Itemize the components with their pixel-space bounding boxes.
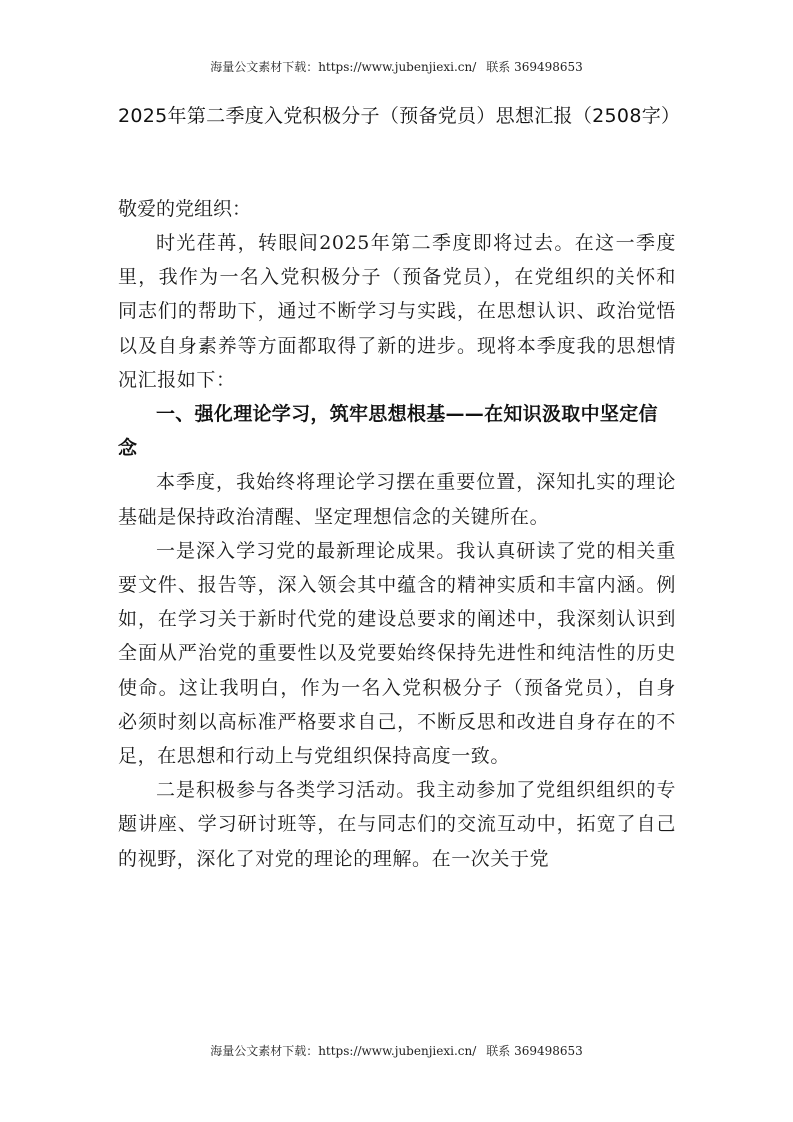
section-1-paragraph: 一是深入学习党的最新理论成果。我认真研读了党的相关重要文件、报告等，深入领会其中蕴含的精神实质和丰富内涵。例如，在学习关于新时代党的建设总要求的阐述中，我深刻认识到全面从严治党的重要性以及党要始终保持先进性和纯洁性的历史使命。这让我明白，作为一名入党积极分子（预备党员），自身必须时刻以高标准严格要求自己，不断反思和改进自身存在的不足，在思想和行动上与党组织保持高度一致。 bbox=[118, 539, 676, 768]
section-1-paragraph: 本季度，我始终将理论学习摆在重要位置，深知扎实的理论基础是保持政治清醒、坚定理想信念的关键所在。 bbox=[118, 471, 676, 528]
section-1-paragraph: 二是积极参与各类学习活动。我主动参加了党组织组织的专题讲座、学习研讨班等，在与同志们的交流互动中，拓宽了自己的视野，深化了对党的理论的理解。在一次关于党 bbox=[118, 779, 676, 870]
page-footer bbox=[0, 1042, 793, 1059]
header-source-label: 海量公文素材下载：https://www.jubenjiexi.cn/ bbox=[210, 60, 477, 74]
intro-paragraph: 时光荏苒，转眼间2025年第二季度即将过去。在这一季度里，我作为一名入党积极分子（预备党员），在党组织的关怀和同志们的帮助下，通过不断学习与实践，在思想认识、政治觉悟以及自身素养等方面都取得了新的进步。现将本季度我的思想情况汇报如下： bbox=[118, 232, 676, 391]
page-header bbox=[0, 58, 793, 75]
salutation: 敬爱的党组织： bbox=[118, 198, 252, 220]
document-body bbox=[118, 98, 681, 876]
footer-source-label: 海量公文素材下载：https://www.jubenjiexi.cn/ bbox=[210, 1044, 477, 1058]
header-contact: 联系 369498653 bbox=[486, 60, 583, 74]
footer-contact: 联系 369498653 bbox=[486, 1044, 583, 1058]
section-1-heading: 一、强化理论学习，筑牢思想根基——在知识汲取中坚定信念 bbox=[118, 403, 658, 460]
document-title: 2025年第二季度入党积极分子（预备党员）思想汇报（2508字） bbox=[118, 105, 681, 127]
